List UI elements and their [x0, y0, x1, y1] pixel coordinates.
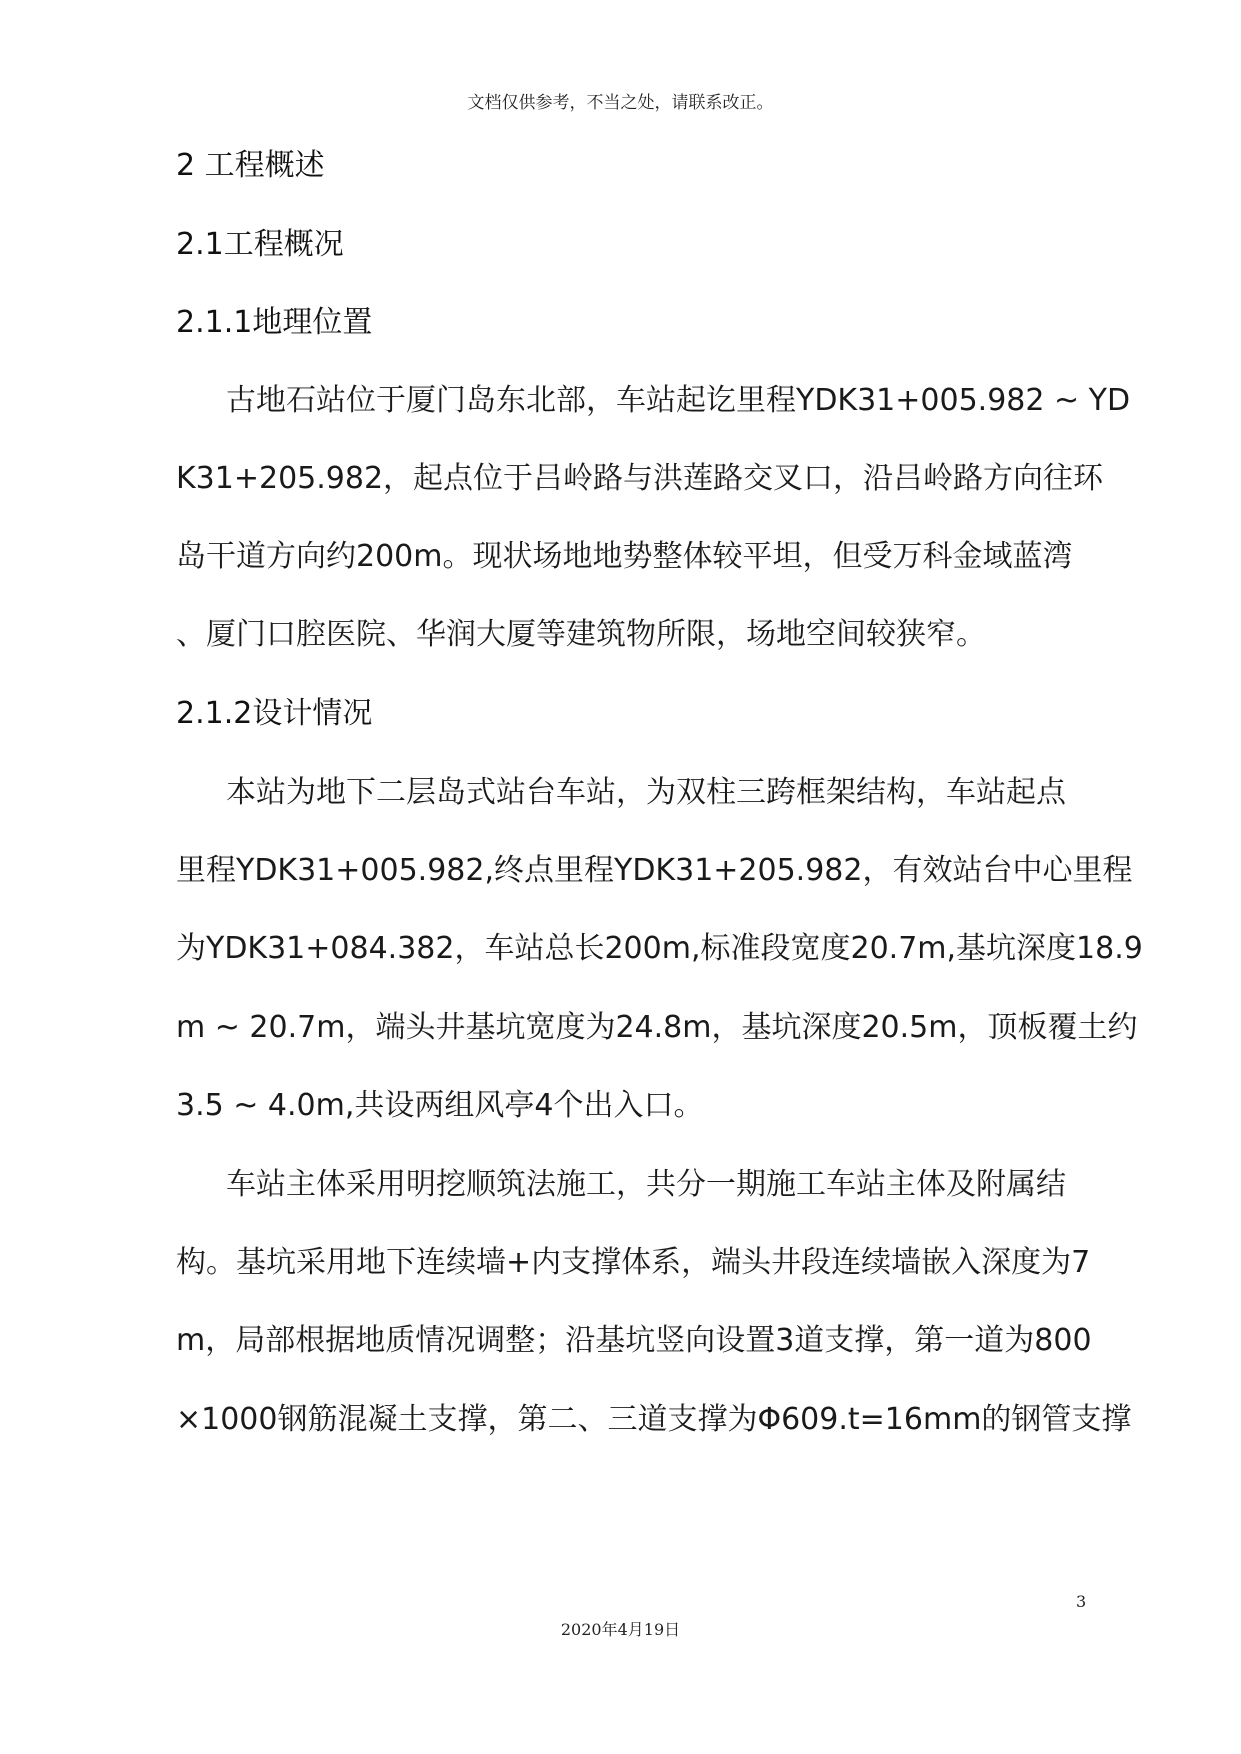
text-line: 古地石站位于厦门岛东北部，车站起讫里程YDK31+005.982 ~ YD	[226, 383, 1131, 418]
heading-section: 2.1工程概况	[176, 227, 344, 262]
text-line: 本站为地下二层岛式站台车站，为双柱三跨框架结构，车站起点	[226, 775, 1066, 810]
text-line: 岛干道方向约200m。现状场地地势整体较平坦，但受万科金域蓝湾	[176, 539, 1073, 574]
text-line: ×1000钢筋混凝土支撑，第二、三道支撑为Φ609.t=16mm的钢管支撑	[176, 1402, 1132, 1437]
document-notice-header: 文档仅供参考，不当之处，请联系改正。	[467, 93, 774, 113]
text-line: K31+205.982，起点位于吕岭路与洪莲路交叉口，沿吕岭路方向往环	[176, 461, 1104, 496]
page-number: 3	[1076, 1592, 1087, 1611]
text-line: m ~ 20.7m，端头井基坑宽度为24.8m，基坑深度20.5m，顶板覆土约	[176, 1010, 1138, 1045]
text-line: 构。基坑采用地下连续墙+内支撑体系，端头井段连续墙嵌入深度为7	[176, 1245, 1091, 1280]
text-line: 、厦门口腔医院、华润大厦等建筑物所限，场地空间较狭窄。	[176, 617, 986, 652]
heading-subsection-design: 2.1.2设计情况	[176, 696, 373, 731]
heading-subsection-location: 2.1.1地理位置	[176, 305, 373, 340]
text-line: 里程YDK31+005.982,终点里程YDK31+205.982，有效站台中心里程	[176, 853, 1133, 888]
heading-chapter: 2 工程概述	[176, 148, 325, 183]
footer-date: 2020年4月19日	[560, 1620, 681, 1639]
text-line: 车站主体采用明挖顺筑法施工，共分一期施工车站主体及附属结	[226, 1167, 1066, 1202]
text-line: 3.5 ~ 4.0m,共设两组风亭4个出入口。	[176, 1088, 704, 1123]
text-line: 为YDK31+084.382，车站总长200m,标准段宽度20.7m,基坑深度18.9	[176, 931, 1143, 966]
text-line: m，局部根据地质情况调整；沿基坑竖向设置3道支撑，第一道为800	[176, 1323, 1092, 1358]
